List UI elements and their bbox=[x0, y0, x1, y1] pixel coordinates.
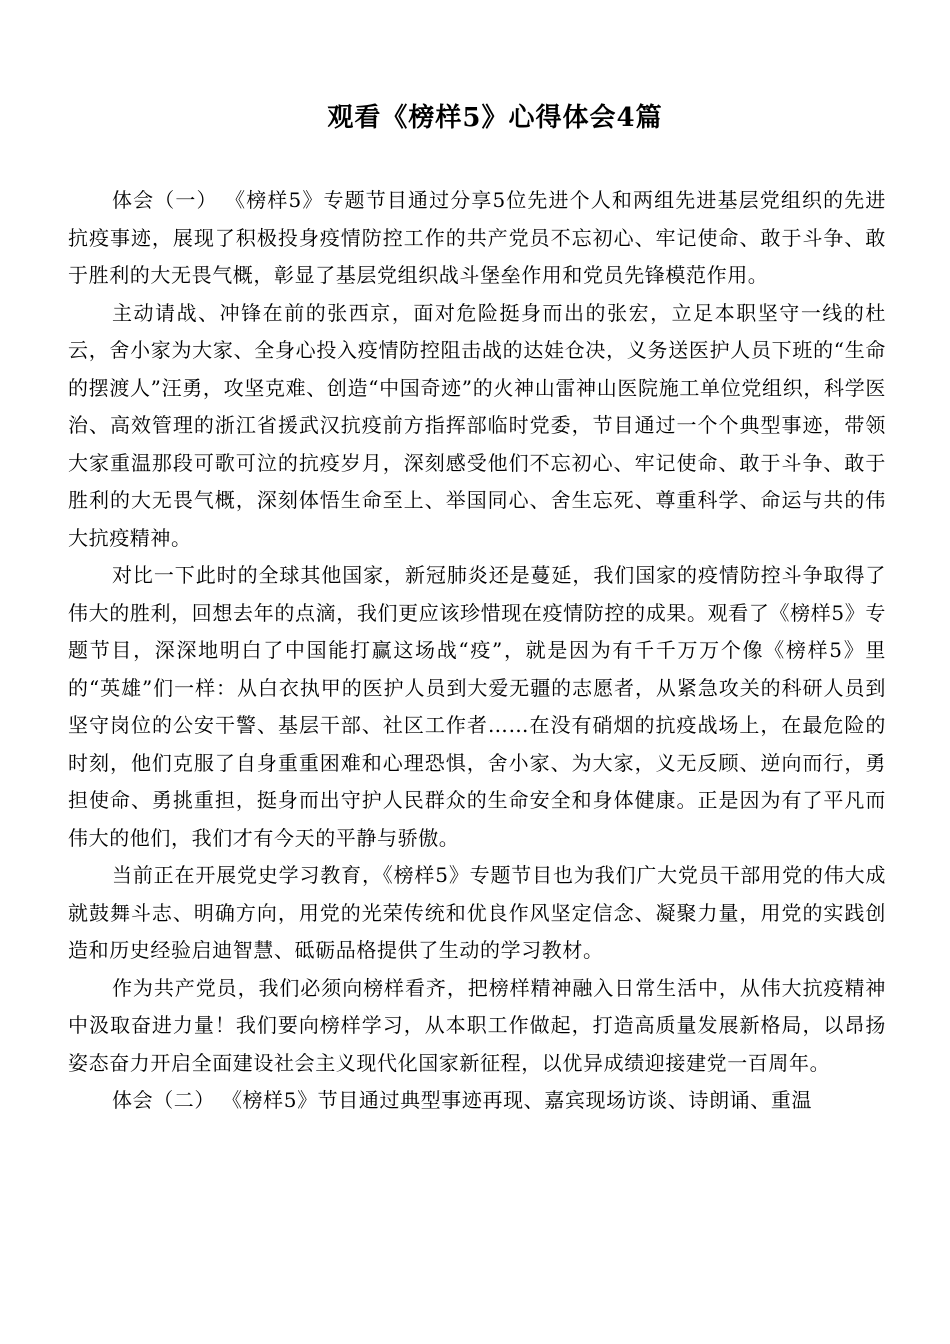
paragraph-3: 对比一下此时的全球其他国家，新冠肺炎还是蔓延，我们国家的疫情防控斗争取得了伟大的胜利，回想去年的点滴，我们更应该珍惜现在疫情防控的成果。观看了《榜样5》专题节目，深深地明白了中国能打赢这场战“疫”，就是因为有千千万万个像《榜样5》里的“英雄”们一样：从白衣执甲的医护人员到大爱无疆的志愿者，从紧急攻关的科研人员到坚守岗位的公安干警、基层干部、社区工作者……在没有硝烟的抗疫战场上，在最危险的时刻，他们克服了自身重重困难和心理恐惧，舍小家、为大家，义无反顾、逆向而行，勇担使命、勇挑重担，挺身而出守护人民群众的生命安全和身体健康。正是因为有了平凡而伟大的他们，我们才有今天的平静与骄傲。 bbox=[68, 563, 886, 850]
paragraph-4: 当前正在开展党史学习教育，《榜样5》专题节目也为我们广大党员干部用党的伟大成就鼓舞斗志、明确方向，用党的光荣传统和优良作风坚定信念、凝聚力量，用党的实践创造和历史经验启迪智慧、砥砺品格提供了生动的学习教材。 bbox=[68, 863, 886, 962]
document-body bbox=[68, 182, 886, 1120]
paragraph-2: 主动请战、冲锋在前的张西京，面对危险挺身而出的张宏，立足本职坚守一线的杜云，舍小家为大家、全身心投入疫情防控阻击战的达娃仓决，义务送医护人员下班的“生命的摆渡人”汪勇，攻坚克难、创造“中国奇迹”的火神山雷神山医院施工单位党组织，科学医治、高效管理的浙江省援武汉抗疫前方指挥部临时党委，节目通过一个个典型事迹，带领大家重温那段可歌可泣的抗疫岁月，深刻感受他们不忘初心、牢记使命、敢于斗争、敢于胜利的大无畏气概，深刻体悟生命至上、举国同心、舍生忘死、尊重科学、命运与共的伟大抗疫精神。 bbox=[68, 300, 886, 550]
paragraph-1: 体会（一） 《榜样5》专题节目通过分享5位先进个人和两组先进基层党组织的先进抗疫事迹，展现了积极投身疫情防控工作的共产党员不忘初心、牢记使命、敢于斗争、敢于胜利的大无畏气概，彰显了基层党组织战斗堡垒作用和党员先锋模范作用。 bbox=[68, 188, 886, 287]
document-title: 观看《榜样5》心得体会4篇 bbox=[327, 103, 663, 133]
paragraph-5: 作为共产党员，我们必须向榜样看齐，把榜样精神融入日常生活中，从伟大抗疫精神中汲取奋进力量！我们要向榜样学习，从本职工作做起，打造高质量发展新格局，以昂扬姿态奋力开启全面建设社会主义现代化国家新征程，以优异成绩迎接建党一百周年。 bbox=[68, 975, 886, 1075]
paragraph-6: 体会（二） 《榜样5》节目通过典型事迹再现、嘉宾现场访谈、诗朗诵、重温 bbox=[112, 1088, 813, 1112]
